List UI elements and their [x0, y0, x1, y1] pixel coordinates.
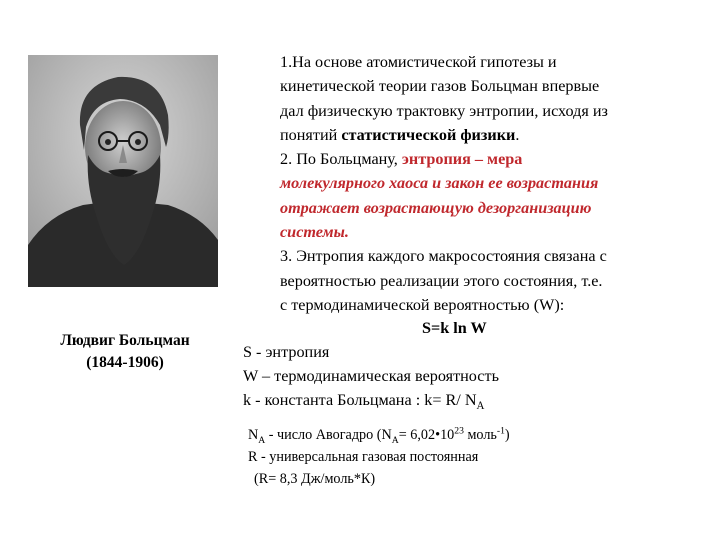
entropy-definition: энтропия – мера	[401, 150, 523, 169]
const-gas: R - универсальная газовая постоянная	[248, 449, 479, 465]
def-entropy: S - энтропия	[243, 343, 330, 361]
scientist-years: (1844-1906)	[86, 354, 164, 371]
point2-line4: системы.	[280, 223, 349, 242]
na-unit-exp: -1	[496, 425, 505, 437]
point1-line4-a: понятий	[280, 125, 342, 144]
point1-line2: кинетической теории газов Больцман впервые	[280, 77, 600, 96]
point2-line1-a: 2. По Больцману,	[280, 150, 402, 169]
na-exp: 23	[454, 425, 464, 437]
point1-line4-c: .	[515, 125, 520, 144]
def-k-sub: A	[476, 400, 485, 413]
point3-line1: 3. Энтропия каждого макросостояния связана с	[280, 247, 607, 266]
point3-line3: с термодинамической вероятностью (W):	[280, 295, 565, 314]
na-symbol: N	[248, 427, 259, 443]
point2-line3: отражает возрастающую дезорганизацию	[280, 198, 592, 217]
na-value: = 6,02•10	[398, 427, 455, 443]
def-probability: W – термодинамическая вероятность	[243, 367, 499, 385]
statistical-physics-term: статистической физики	[341, 125, 516, 144]
point1-line4	[280, 123, 712, 147]
def-boltzmann-constant	[243, 388, 499, 412]
na-sub2: A	[391, 434, 399, 446]
main-text	[280, 50, 712, 317]
const-gas-value: (R= 8,3 Дж/моль*К)	[254, 471, 376, 487]
point3-line2: вероятностью реализации этого состояния, т.е.	[280, 271, 603, 290]
const-avogadro	[248, 424, 510, 446]
constants	[248, 424, 510, 490]
na-close: )	[504, 427, 510, 443]
definitions	[243, 340, 499, 412]
point1-line1: 1.На основе атомистической гипотезы и	[280, 53, 557, 71]
scientist-name: Людвиг Больцман	[60, 332, 190, 349]
na-label: - число Авогадро (N	[265, 427, 392, 443]
na-unit: моль	[463, 427, 497, 443]
boltzmann-portrait	[28, 55, 218, 287]
point1-line3: дал физическую трактовку энтропии, исходя из	[280, 101, 608, 120]
point2-line1	[280, 147, 712, 171]
boltzmann-formula: S=k ln W	[422, 319, 487, 337]
point2-line2: молекулярного хаоса и закон ее возрастания	[280, 174, 599, 193]
portrait-caption	[30, 330, 220, 374]
na-sub: A	[258, 434, 266, 446]
portrait-photo-icon	[28, 55, 218, 287]
def-k-text: k - константа Больцмана : k= R/ N	[243, 391, 477, 409]
